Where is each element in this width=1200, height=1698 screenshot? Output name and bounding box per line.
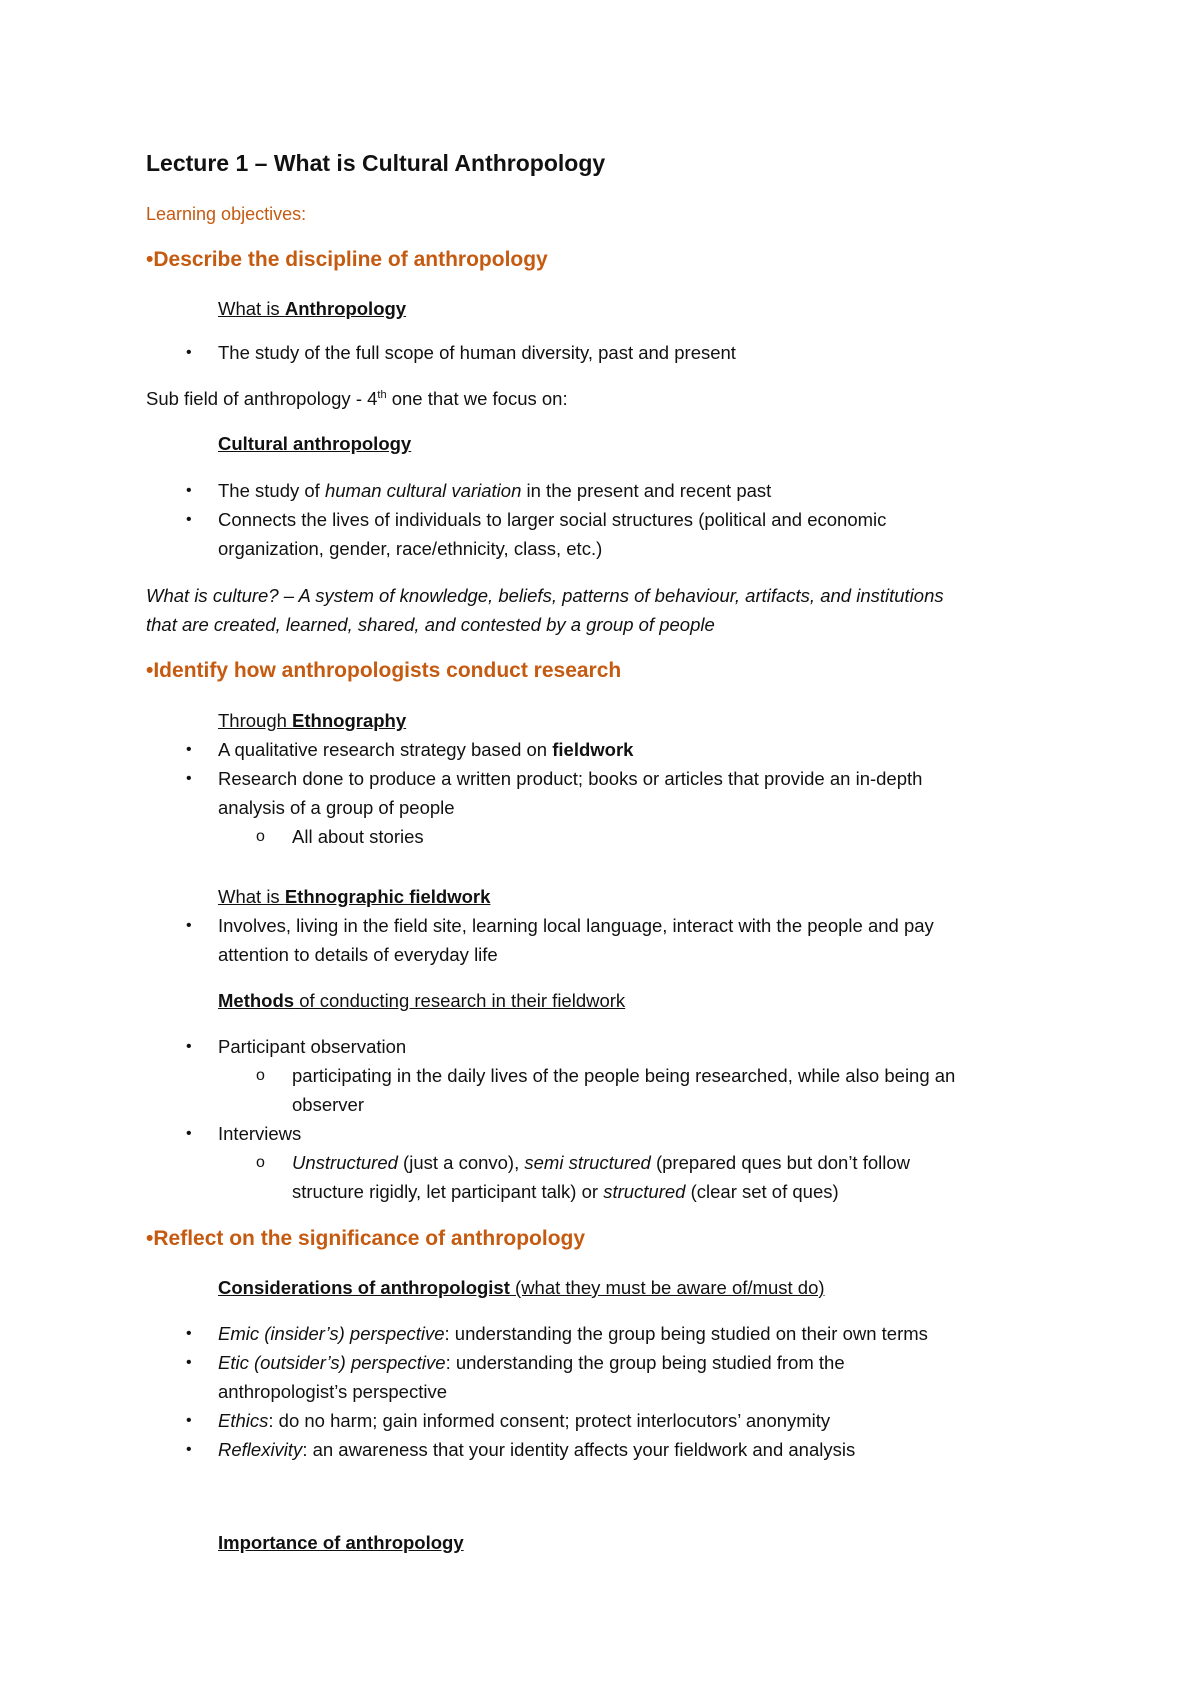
considerations-heading	[218, 1275, 825, 1301]
bullet-marker: •	[186, 1354, 192, 1371]
heading-rest: (what they must be aware of/must do)	[509, 1277, 825, 1298]
bullet-marker: •	[186, 482, 192, 499]
list-item-line-1	[218, 1350, 845, 1376]
list-item	[218, 737, 633, 763]
cultural-anthropology-heading: Cultural anthropology	[218, 433, 412, 454]
bullet-marker: •	[186, 1325, 192, 1342]
bullet-marker: •	[186, 511, 192, 528]
bullet-marker: •	[186, 741, 192, 758]
list-item-line-2: anthropologist’s perspective	[218, 1381, 447, 1402]
text: : an awareness that your identity affects your fieldwork and analysis	[302, 1439, 856, 1460]
what-is-anthropology-heading	[218, 296, 406, 322]
sub-list-item-line-2: observer	[292, 1094, 364, 1115]
heading-bold-term: Ethnographic fieldwork	[284, 886, 491, 907]
bullet-marker: •	[186, 1441, 192, 1458]
text: (just a convo),	[397, 1152, 525, 1173]
sub-bullet-marker: o	[256, 1067, 265, 1084]
importance-heading: Importance of anthropology	[218, 1532, 464, 1553]
objective-heading-2: •Identify how anthropologists conduct research	[146, 659, 622, 682]
list-item-line-1: Research done to produce a written product; books or articles that provide an in-depth	[218, 768, 923, 789]
italic-text: semi structured	[524, 1152, 651, 1173]
italic-term: Reflexivity	[218, 1439, 303, 1460]
italic-term: Ethics	[218, 1410, 269, 1431]
objective-heading-3: •Reflect on the significance of anthropology	[146, 1227, 586, 1250]
heading-bold-term: Methods	[218, 990, 295, 1011]
italic-term: Etic (outsider’s) perspective	[218, 1352, 446, 1373]
bullet-marker: •	[186, 770, 192, 787]
culture-definition-line-2: that are created, learned, shared, and contested by a group of people	[146, 614, 715, 635]
culture-definition-line-1: What is culture? – A system of knowledge, beliefs, patterns of behaviour, artifacts, and institutions	[146, 585, 944, 606]
italic-text: Unstructured	[292, 1152, 398, 1173]
list-item-line-1: Involves, living in the field site, learning local language, interact with the people and pay	[218, 915, 934, 936]
heading-bold-term: Anthropology	[284, 298, 407, 319]
bullet-marker: •	[186, 1125, 192, 1142]
subfield-text-end: one that we focus on:	[386, 388, 568, 409]
heading-prefix: Through	[218, 710, 293, 731]
list-item: The study of the full scope of human diversity, past and present	[218, 342, 736, 363]
text: structure rigidly, let participant talk) or	[292, 1181, 604, 1202]
list-item	[218, 1321, 928, 1347]
sub-list-item: All about stories	[292, 826, 424, 847]
through-ethnography-heading	[218, 708, 406, 734]
text: The study of	[218, 480, 325, 501]
text: : do no harm; gain informed consent; protect interlocutors’ anonymity	[268, 1410, 831, 1431]
methods-heading	[218, 988, 625, 1014]
sub-list-item-line-1: participating in the daily lives of the people being researched, while also being an	[292, 1065, 956, 1086]
bold-text: fieldwork	[552, 739, 634, 760]
text: A qualitative research strategy based on	[218, 739, 553, 760]
list-item: Participant observation	[218, 1036, 407, 1057]
text: (clear set of ques)	[685, 1181, 839, 1202]
list-item-line-2: organization, gender, race/ethnicity, class, etc.)	[218, 538, 603, 559]
page-title: Lecture 1 – What is Cultural Anthropology	[146, 150, 606, 176]
list-item-line-2: analysis of a group of people	[218, 797, 455, 818]
italic-term: Emic (insider’s) perspective	[218, 1323, 445, 1344]
heading-rest: of conducting research in their fieldwork	[294, 990, 626, 1011]
list-item	[218, 478, 771, 504]
bullet-marker: •	[186, 344, 192, 361]
bullet-marker: •	[186, 917, 192, 934]
learning-objectives-label: Learning objectives:	[146, 204, 307, 224]
heading-prefix: What is	[218, 886, 285, 907]
text: : understanding the group being studied from the	[445, 1352, 845, 1373]
ethnographic-fieldwork-heading	[218, 884, 490, 910]
list-item-line-1: Connects the lives of individuals to larger social structures (political and economic	[218, 509, 887, 530]
bullet-marker: •	[186, 1038, 192, 1055]
heading-bold-term: Considerations of anthropologist	[218, 1277, 510, 1298]
text: in the present and recent past	[521, 480, 772, 501]
sub-bullet-marker: o	[256, 828, 265, 845]
list-item: Interviews	[218, 1123, 302, 1144]
list-item-line-2: attention to details of everyday life	[218, 944, 498, 965]
bullet-marker: •	[186, 1412, 192, 1429]
subfield-paragraph	[146, 386, 568, 412]
list-item	[218, 1437, 855, 1463]
subfield-text: Sub field of anthropology - 4	[146, 388, 378, 409]
heading-prefix: What is	[218, 298, 285, 319]
text: : understanding the group being studied on their own terms	[444, 1323, 928, 1344]
heading-bold-term: Ethnography	[292, 710, 407, 731]
objective-heading-1: •Describe the discipline of anthropology	[146, 248, 548, 271]
superscript: th	[377, 388, 387, 401]
italic-text: structured	[603, 1181, 686, 1202]
italic-text: human cultural variation	[324, 480, 522, 501]
sub-list-item-line-2	[292, 1179, 839, 1205]
list-item	[218, 1408, 830, 1434]
sub-list-item-line-1	[292, 1150, 910, 1176]
sub-bullet-marker: o	[256, 1154, 265, 1171]
text: (prepared ques but don’t follow	[650, 1152, 911, 1173]
